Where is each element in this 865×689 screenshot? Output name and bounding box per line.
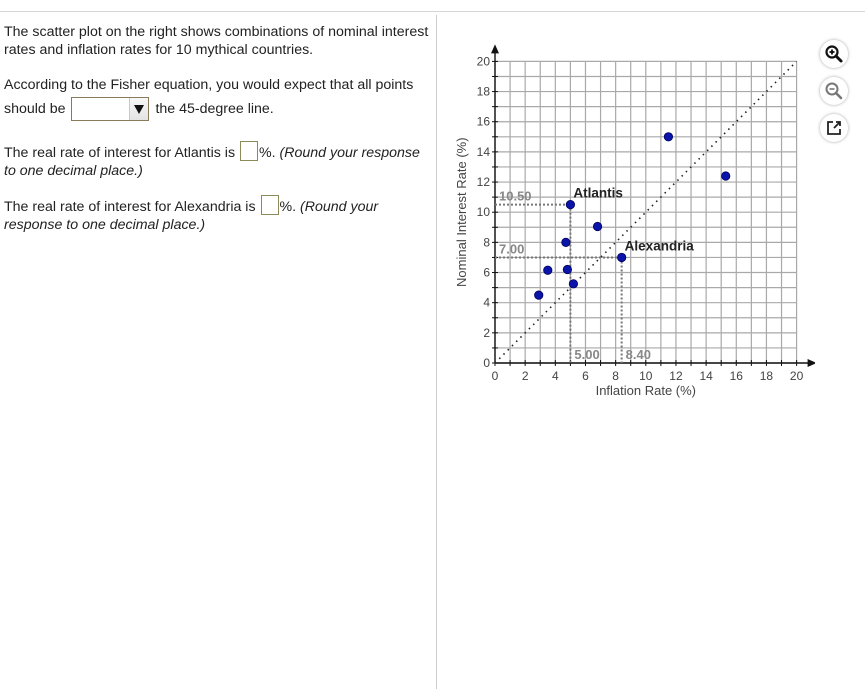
alexandria-real-rate-input[interactable] (261, 195, 279, 215)
y-axis-arrow-icon (491, 44, 499, 53)
x-tick-label: 20 (789, 369, 804, 383)
x-axis-arrow-icon (808, 359, 815, 367)
y-guide-label: 10.50 (499, 188, 532, 204)
x-tick-label: 14 (699, 369, 713, 383)
y-tick-label: 12 (476, 175, 490, 190)
q1-prefix: According to the Fisher equation, you would expect that all points should be (4, 77, 414, 117)
q3-unit: %. (279, 199, 297, 215)
question-panel (4, 23, 432, 249)
y-guide-label: 7.00 (499, 241, 525, 257)
y-tick-label: 0 (483, 356, 490, 370)
point-atlantis[interactable] (566, 200, 574, 208)
x-tick-label: 10 (639, 369, 653, 383)
data-point[interactable] (563, 265, 571, 273)
zoom-in-button[interactable] (820, 40, 848, 68)
panel-divider (436, 15, 437, 689)
x-tick-label: 18 (759, 369, 774, 383)
x-tick-label: 2 (521, 369, 529, 383)
point-alexandria[interactable] (617, 253, 625, 261)
zoom-in-icon (824, 44, 844, 64)
x-axis-label: Inflation Rate (%) (595, 383, 697, 398)
q3-hint: (Round your response to one decimal place.) (4, 199, 379, 233)
y-tick-label: 14 (476, 144, 490, 159)
question-1 (4, 74, 432, 121)
zoom-out-button[interactable] (820, 77, 848, 105)
zoom-out-icon (824, 81, 844, 101)
x-guide-label: 8.40 (625, 347, 651, 362)
q1-suffix: the 45-degree line. (155, 100, 274, 117)
data-point[interactable] (562, 238, 570, 246)
popout-icon (825, 119, 843, 137)
point-label: Alexandria (624, 238, 694, 254)
data-point[interactable] (722, 172, 730, 180)
q2-prefix: The real rate of interest for Atlantis is (4, 145, 236, 161)
y-tick-label: 2 (483, 325, 490, 340)
y-tick-label: 10 (476, 205, 490, 220)
y-tick-label: 18 (476, 84, 490, 99)
top-border (0, 11, 865, 12)
y-tick-label: 8 (483, 235, 490, 250)
question-3 (4, 195, 432, 234)
y-tick-label: 16 (476, 114, 490, 129)
x-tick-label: 0 (491, 369, 499, 383)
x-tick-label: 8 (612, 369, 619, 383)
q2-unit: %. (259, 145, 276, 161)
data-point[interactable] (544, 266, 552, 274)
data-point[interactable] (535, 291, 543, 299)
x-tick-label: 6 (582, 369, 589, 383)
position-dropdown[interactable] (71, 97, 149, 121)
atlantis-real-rate-input[interactable] (240, 141, 258, 161)
question-2 (4, 141, 432, 180)
x-tick-label: 4 (551, 369, 559, 383)
x-tick-label: 12 (669, 369, 683, 383)
y-tick-label: 20 (476, 54, 490, 69)
dropdown-arrow-icon[interactable] (129, 98, 148, 120)
scatter-plot (440, 30, 815, 410)
data-point[interactable] (664, 133, 672, 141)
y-tick-label: 4 (483, 295, 490, 310)
x-guide-label: 5.00 (574, 347, 600, 362)
q3-prefix: The real rate of interest for Alexandria is (4, 199, 256, 215)
q2-hint: (Round your response to one decimal place.) (4, 145, 420, 179)
graph-toolbar (820, 40, 848, 151)
x-tick-label: 16 (729, 369, 743, 383)
y-tick-label: 6 (483, 265, 490, 280)
intro-text: The scatter plot on the right shows combinations of nominal interest rates and inflation rates for 10 mythical countries. (4, 24, 429, 58)
y-axis-label: Nominal Interest Rate (%) (454, 137, 469, 287)
popout-button[interactable] (820, 114, 848, 142)
point-label: Atlantis (573, 185, 623, 201)
data-point[interactable] (569, 280, 577, 288)
data-point[interactable] (593, 222, 601, 230)
